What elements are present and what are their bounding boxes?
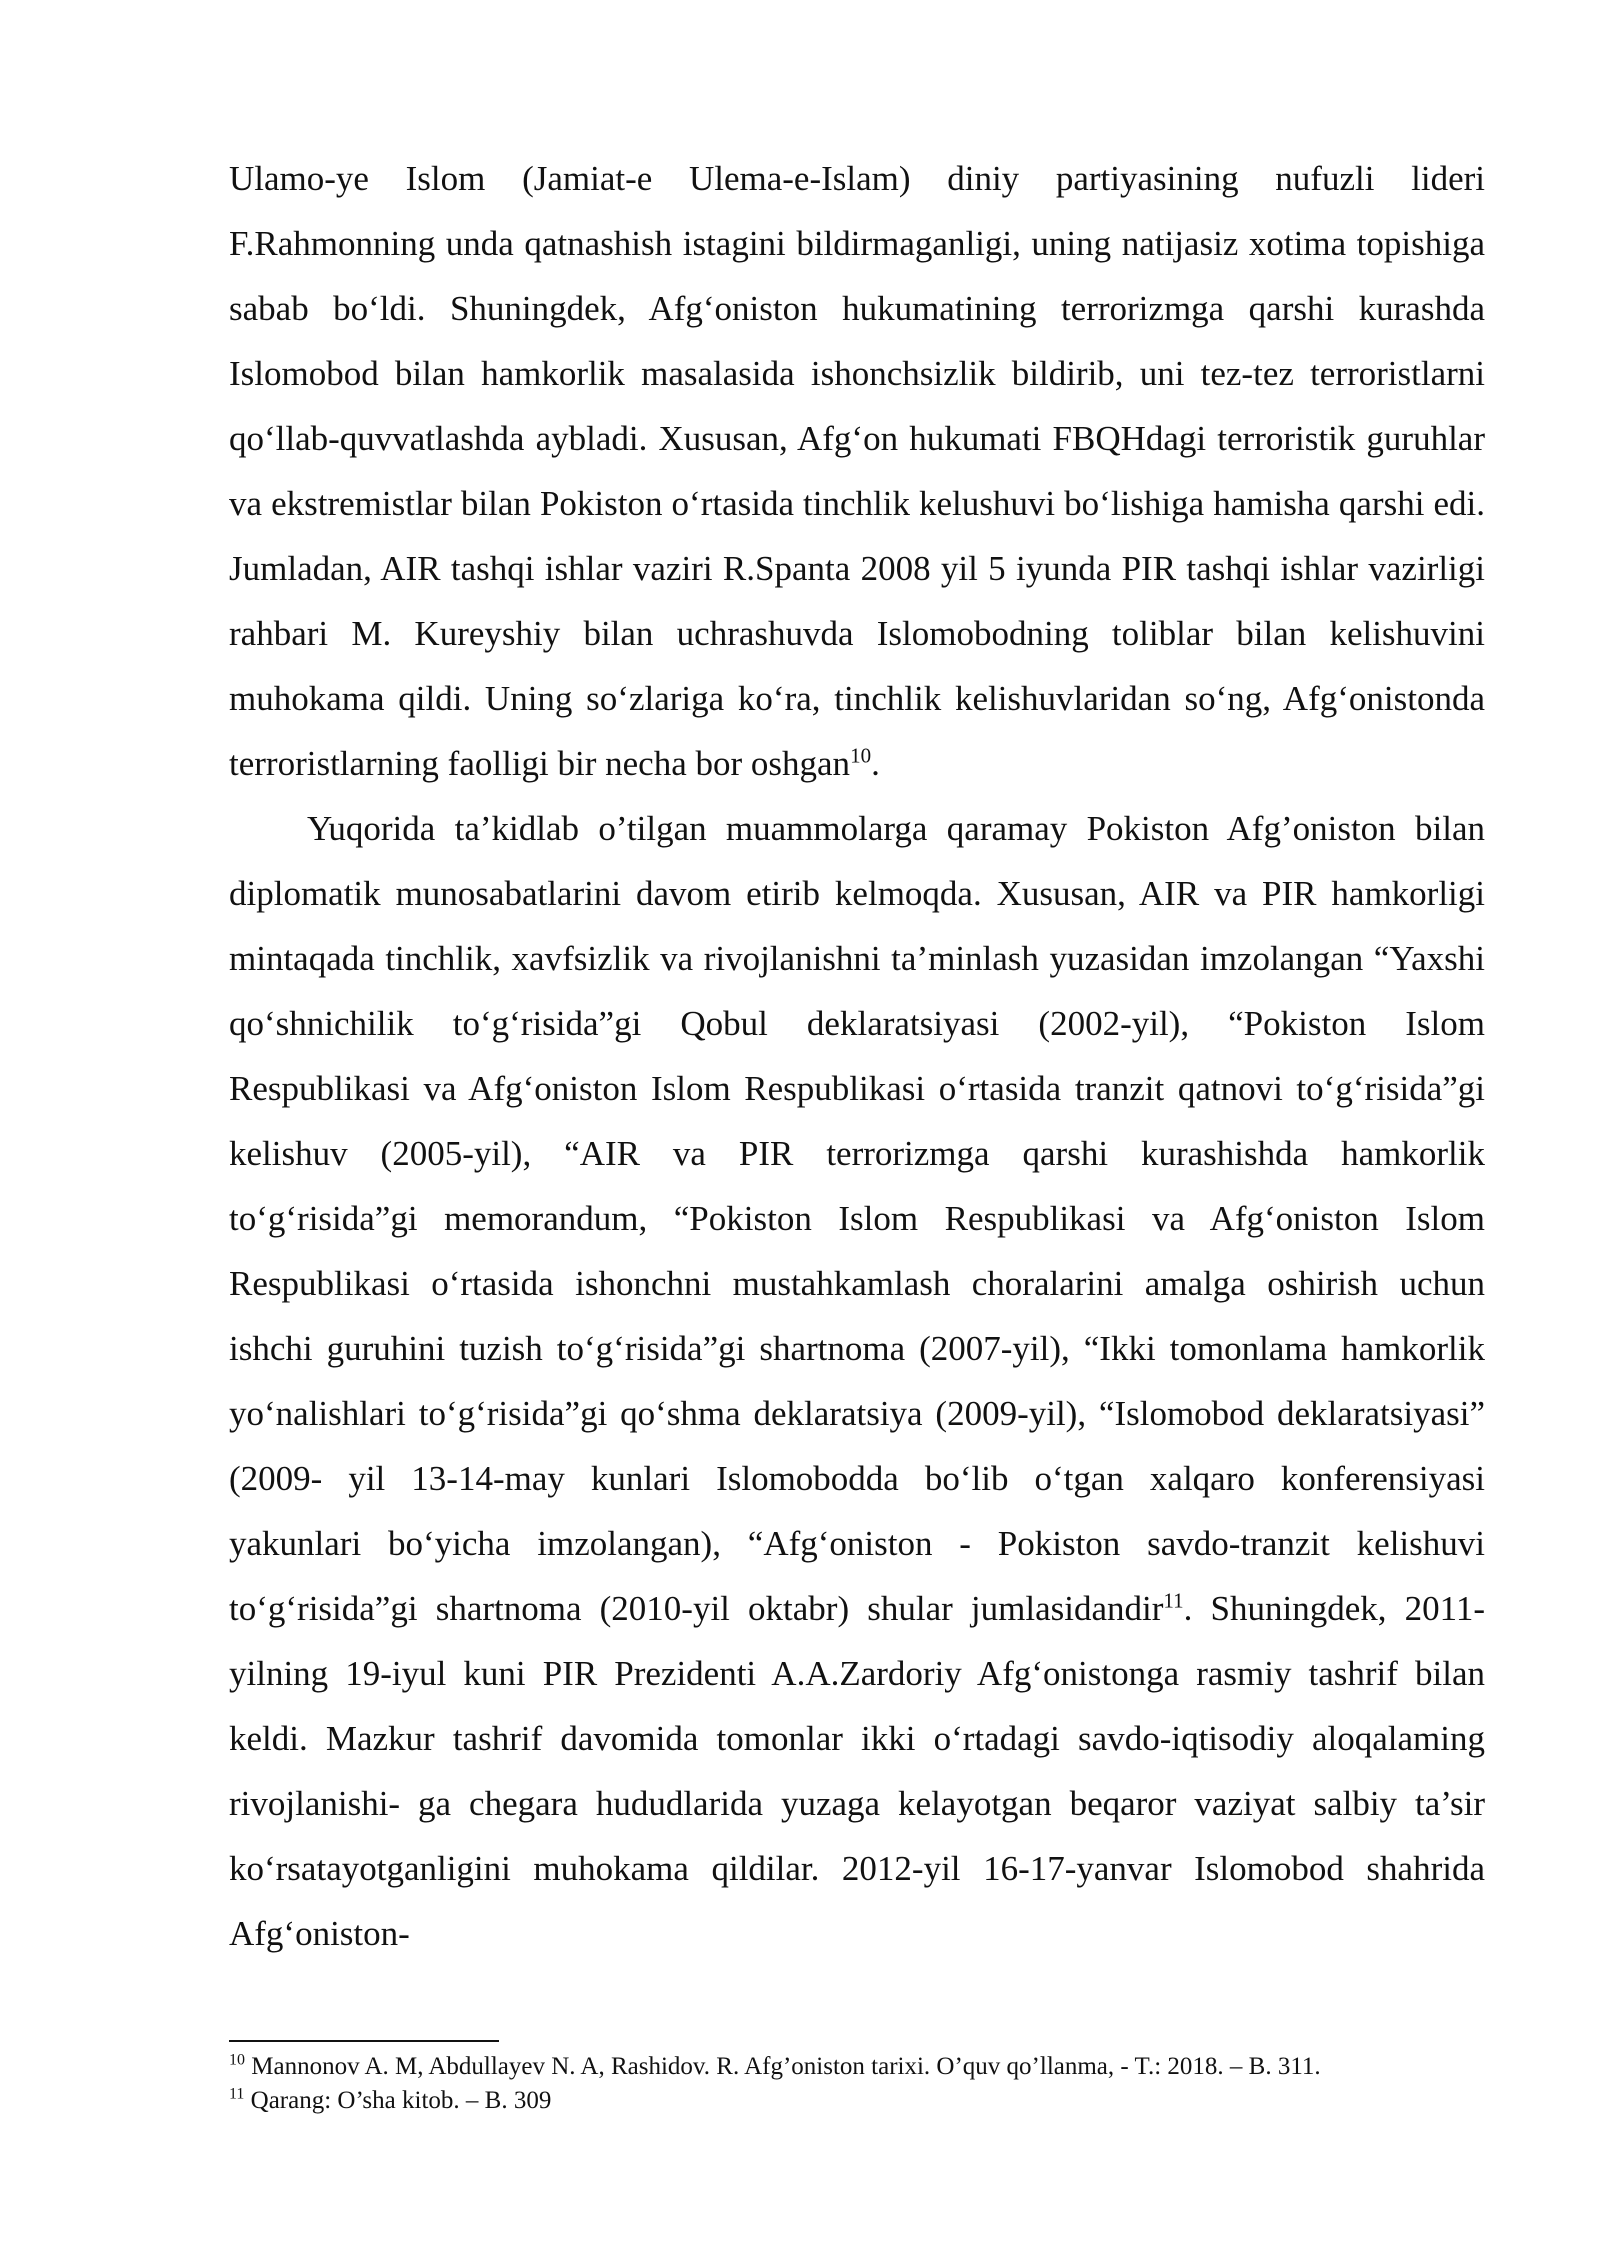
paragraph-text: Yuqorida ta’kidlab o’tilgan muammolarga qaramay Pokiston Afg’oniston bilan diplomatik munosabatlarini davom etirib kelmoqda. Xususan, AIR va PIR hamkorligi mintaqada tinchlik, xavfsizlik va rivojlanishni ta’minlash yuzasidan imzolangan “Yaxshi qo‘shnichilik to‘g‘risida”gi Qobul deklaratsiyasi (2002-yil), “Pokiston Islom Respublikasi va Afg‘oniston Islom Respublikasi o‘rtasida tranzit qatnovi to‘g‘risida”gi kelishuv (2005-yil), “AIR va PIR terrorizmga qarshi kurashishda hamkorlik to‘g‘risida”gi memorandum, “Pokiston Islom Respublikasi va Afg‘oniston Islom Respublikasi o‘rtasida ishonchni mustahkamlash choralarini amalga oshirish uchun ishchi guruhini tuzish to‘g‘risida”gi shartnoma (2007-yil), “Ikki tomonlama hamkorlik yo‘nalishlari to‘g‘risida”gi qo‘shma deklaratsiya (2009-yil), “Islomobod deklaratsiyasi” (2009- yil 13-14-may kunlari Islomobodda bo‘lib o‘tgan xalqaro konferensiyasi yakunlari bo‘yicha imzolangan), “Afg‘oniston - Pokiston savdo-tranzit kelishuvi to‘g‘risida”gi shartnoma (2010-yil oktabr) shular jumlasidandir <box>229 809 1485 1628</box>
footnote-number: 10 <box>229 2051 245 2069</box>
footnote-ref-10[interactable]: 10 <box>850 743 872 768</box>
footnote-ref-11[interactable]: 11 <box>1163 1588 1184 1613</box>
footnote-number: 11 <box>229 2085 245 2103</box>
footnotes <box>229 2050 1485 2118</box>
footnote-text: Qarang: O’sha kitob. – B. 309 <box>244 2087 552 2114</box>
paragraph-1 <box>229 146 1485 796</box>
paragraph-text: Ulamo-ye Islom (Jamiat-e Ulema-e-Islam) diniy partiyasining nufuzli lideri F.Rahmonning unda qatnashish istagini bildirmaganligi, uning natijasiz xotima topishiga sabab bo‘ldi. Shuningdek, Afg‘oniston hukumatining terrorizmga qarshi kurashda Islomobod bilan hamkorlik masalasida ishonchsizlik bildirib, uni tez-tez terroristlarni qo‘llab-quvvatlashda aybladi. Xususan, Afg‘on hukumati FBQHdagi terroristik guruhlar va ekstremistlar bilan Pokiston o‘rtasida tinchlik kelushuvi bo‘lishiga hamisha qarshi edi. Jumladan, AIR tashqi ishlar vaziri R.Spanta 2008 yil 5 iyunda PIR tashqi ishlar vazirligi rahbari M. Kureyshiy bilan uchrashuvda Islomobodning toliblar bilan kelishuvini muhokama qildi. Uning so‘zlariga ko‘ra, tinchlik kelishuvlaridan so‘ng, Afg‘onistonda terroristlarning faolligi bir necha bor oshgan <box>229 159 1485 783</box>
page-body <box>229 146 1485 1966</box>
paragraph-text: . Shuningdek, 2011-yilning 19-iyul kuni PIR Prezidenti A.A.Zardoriy Afg‘onistonga rasmiy tashrif bilan keldi. Mazkur tashrif davomida tomonlar ikki o‘rtadagi savdo-iqtisodiy aloqalaming rivojlanishi- ga chegara hududlarida yuzaga kelayotgan beqaror vaziyat salbiy ta’sir ko‘rsatayotganligini muhokama qildilar. 2012-yil 16-17-yanvar Islomobod shahrida Afg‘oniston- <box>229 1589 1485 1953</box>
paragraph-2 <box>229 796 1485 1966</box>
paragraph-text: . <box>871 744 880 783</box>
footnote-divider <box>229 2040 499 2042</box>
footnote-11 <box>229 2084 1485 2118</box>
footnote-10 <box>229 2050 1485 2084</box>
footnote-text: Mannonov A. M, Abdullayev N. A, Rashidov. R. Afg’oniston tarixi. O’quv qo’llanma, - T.: 2018. – B. 311. <box>245 2053 1321 2080</box>
